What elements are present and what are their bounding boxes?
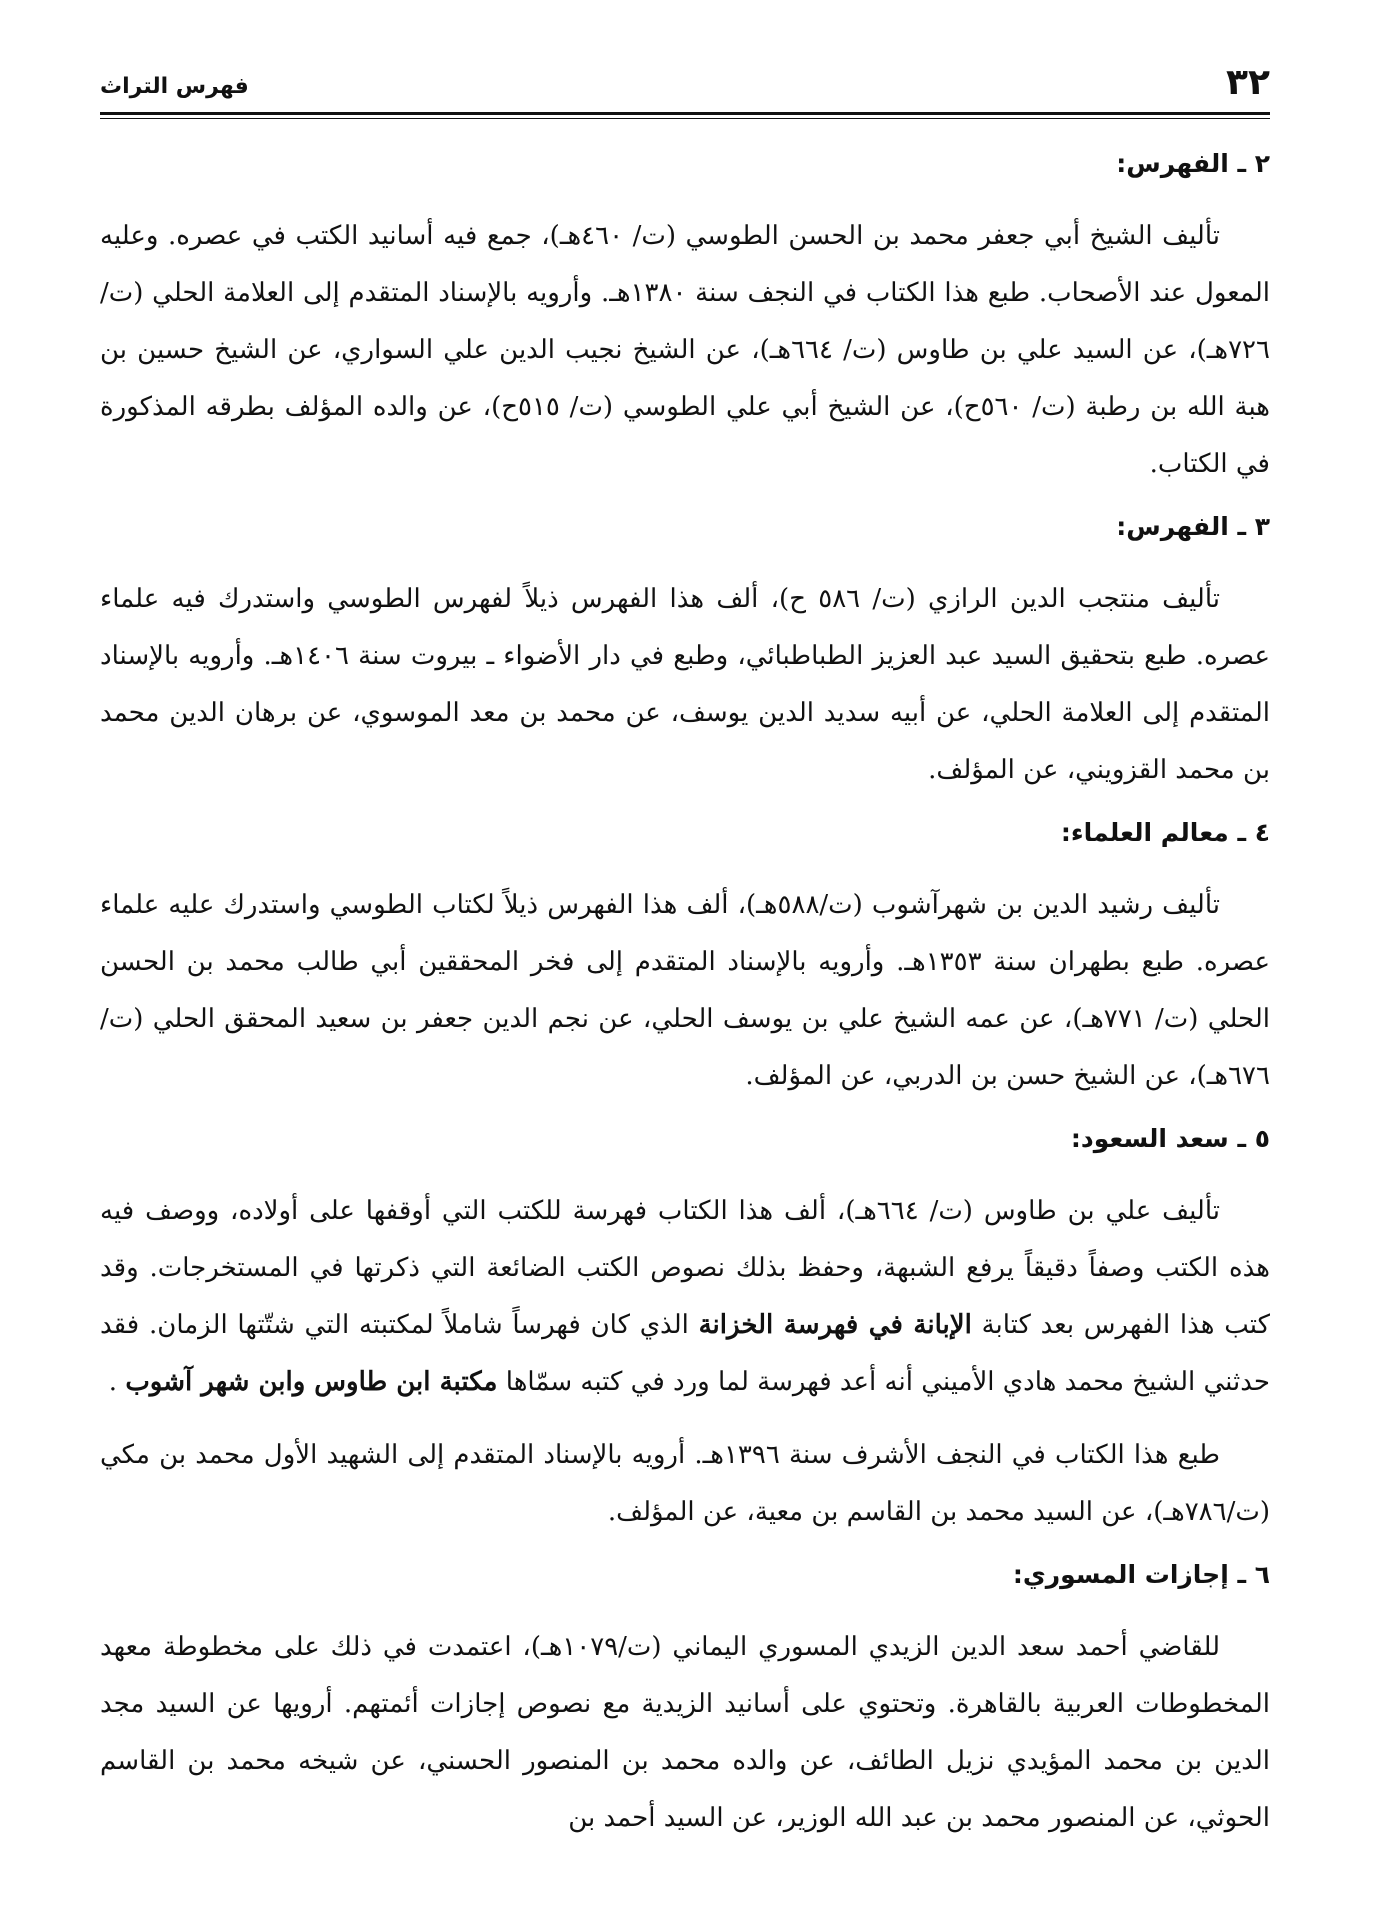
running-head [100, 58, 1270, 110]
section-paragraph: تأليف منتجب الدين الرازي (ت/ ٥٨٦ ح)، ألف هذا الفهرس ذيلاً لفهرس الطوسي واستدرك فيه علماء عصره. طبع بتحقيق السيد عبد العزيز الطباطبائي، وطبع في دار الأضواء ـ بيروت سنة ١٤٠٦هـ. وأرويه بالإسناد المتقدم إلى العلامة الحلي، عن أبيه سديد الدين يوسف، عن محمد بن معد الموسوي، عن برهان الدين محمد بن محمد القزويني، عن المؤلف. [100, 584, 1270, 785]
book-title-bold: الإبانة في فهرسة الخزانة [698, 1310, 972, 1340]
page-content [100, 138, 1270, 1863]
header-rule-thin [100, 118, 1270, 119]
section-heading: ٥ ـ سعد السعود: [1070, 1124, 1270, 1153]
paragraph-end: . [108, 1367, 126, 1397]
section-heading: ٣ ـ الفهرس: [1116, 512, 1270, 541]
section-paragraph: تأليف رشيد الدين بن شهرآشوب (ت/٥٨٨هـ)، ألف هذا الفهرس ذيلاً لكتاب الطوسي واستدرك عليه علماء عصره. طبع بطهران سنة ١٣٥٣هـ. وأرويه بالإسناد المتقدم إلى فخر المحققين أبي طالب محمد بن الحسن الحلي (ت/ ٧٧١هـ)، عن عمه الشيخ علي بن يوسف الحلي، عن نجم الدين جعفر بن سعيد المحقق الحلي (ت/ ٦٧٦هـ)، عن الشيخ حسن بن الدربي، عن المؤلف. [100, 890, 1270, 1091]
section-paragraph: تأليف الشيخ أبي جعفر محمد بن الحسن الطوسي (ت/ ٤٦٠هـ)، جمع فيه أسانيد الكتب في عصره. وعليه المعول عند الأصحاب. طبع هذا الكتاب في النجف سنة ١٣٨٠هـ. وأرويه بالإسناد المتقدم إلى العلامة الحلي (ت/ ٧٢٦هـ)، عن السيد علي بن طاوس (ت/ ٦٦٤هـ)، عن الشيخ نجيب الدين علي السواري، عن الشيخ حسين بن هبة الله بن رطبة (ت/ ٥٦٠ح)، عن الشيخ أبي علي الطوسي (ت/ ٥١٥ح)، عن والده المؤلف بطرقه المذكورة في الكتاب. [100, 221, 1271, 479]
section-paragraph [100, 1183, 1270, 1411]
section-paragraph: طبع هذا الكتاب في النجف الأشرف سنة ١٣٩٦هـ. أرويه بالإسناد المتقدم إلى الشهيد الأول محمد بن مكي (ت/٧٨٦هـ)، عن السيد محمد بن القاسم بن معية، عن المؤلف. [100, 1440, 1270, 1527]
section-paragraph: للقاضي أحمد سعد الدين الزيدي المسوري اليماني (ت/١٠٧٩هـ)، اعتمدت في ذلك على مخطوطة معهد المخطوطات العربية بالقاهرة. وتحتوي على أسانيد الزيدية مع نصوص إجازات أئمتهم. أرويها عن السيد مجد الدين بن محمد المؤيدي نزيل الطائف، عن والده محمد بن المنصور الحسني، عن شيخه محمد بن القاسم الحوثي، عن المنصور محمد بن عبد الله الوزير، عن السيد أحمد بن [100, 1632, 1270, 1833]
book-title-bold: مكتبة ابن طاوس وابن شهر آشوب [125, 1367, 498, 1397]
header-rule-thick [100, 112, 1270, 115]
running-title: فهرس التراث [100, 74, 249, 99]
section-heading: ٢ ـ الفهرس: [1116, 149, 1270, 178]
paragraph-text: تأليف علي بن طاوس (ت/ ٦٦٤هـ)، ألف هذا الكتاب فهرسة للكتب التي أوقفها على أولاده، ووصف فيه هذه الكتب وصفاً دقيقاً يرفع الشبهة، وحفظ بذلك نصوص الكتب الضائعة التي ذكرتها في المستخرجات. وقد كتب هذا الفهرس بعد كتابة [100, 1196, 1270, 1340]
section-heading: ٦ ـ إجازات المسوري: [1012, 1560, 1270, 1589]
page-number: ٣٢ [1226, 62, 1270, 103]
paragraph-text: الذي كان فهرساً شاملاً لمكتبته التي شتّتها الزمان. فقد حدثني الشيخ محمد هادي الأميني أنه أعد فهرسة لما ورد في كتبه سمّاها [100, 1310, 1270, 1397]
section-heading: ٤ ـ معالم العلماء: [1060, 818, 1270, 847]
